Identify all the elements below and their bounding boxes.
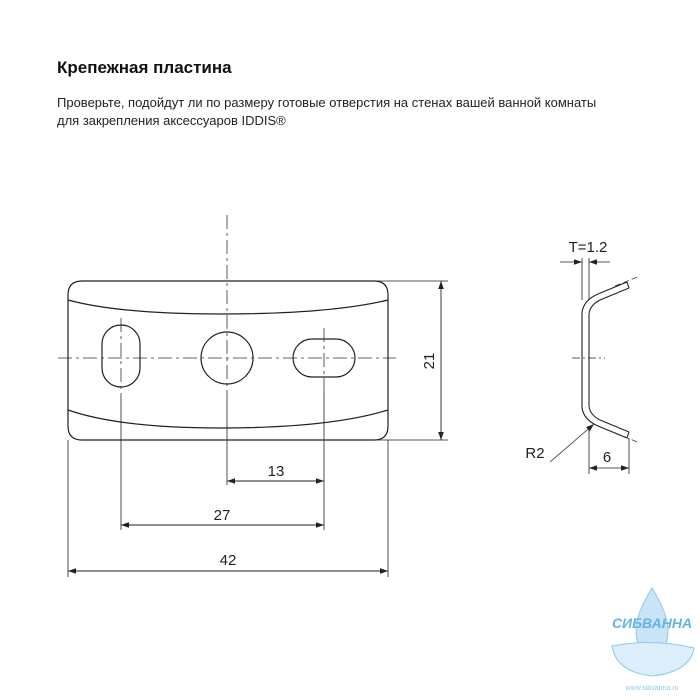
dim-label-27: 27: [213, 507, 231, 524]
dim-label-42: 42: [219, 552, 237, 569]
dim-label-21: 21: [421, 352, 438, 370]
bathtub-icon: [612, 642, 694, 676]
dim-label-thickness: T=1.2: [568, 239, 608, 256]
dim-label-13: 13: [267, 463, 285, 480]
plate-front-view: [68, 281, 388, 440]
profile-inner: [589, 288, 629, 432]
side-centerline-flange-bottom: [615, 433, 640, 443]
dim-label-r2: R2: [525, 445, 545, 462]
plate-side-view: [572, 276, 640, 443]
watermark-brand: СИБВАННА: [611, 615, 693, 631]
watermark-site: www.sibvanna.ru: [625, 685, 679, 692]
description-line-1: Проверьте, подойдут ли по размеру готовые отверстия на стенах вашей ванной комнаты: [57, 95, 597, 110]
leader-r2: [550, 424, 594, 462]
page-title: Крепежная пластина: [57, 58, 232, 77]
watermark-logo: [612, 588, 694, 692]
dim-label-6: 6: [602, 449, 612, 466]
description-line-2: для закрепления аксессуаров IDDIS®: [57, 113, 286, 128]
